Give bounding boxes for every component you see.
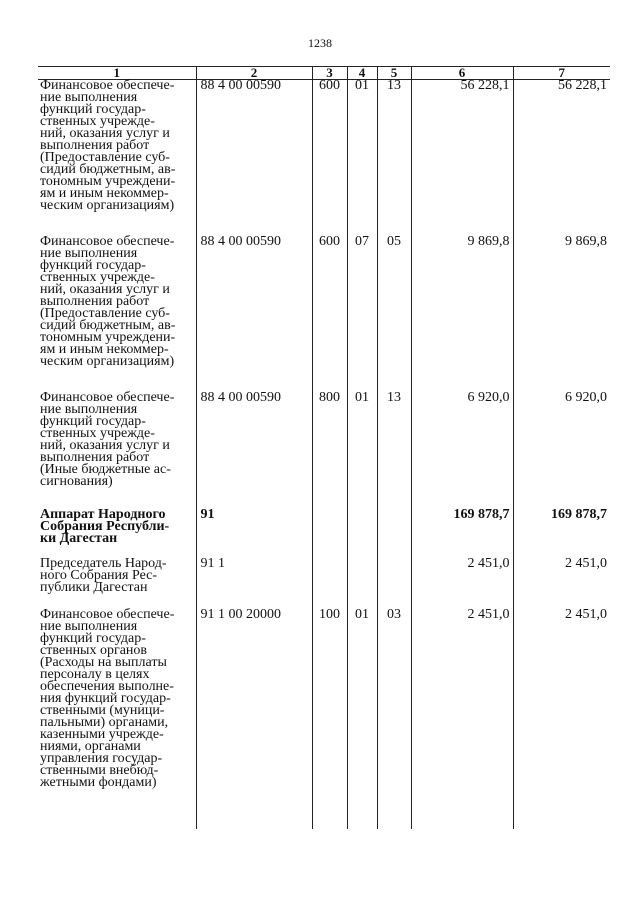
row-value-7: 2 451,0	[513, 558, 610, 609]
row-value-6: 2 451,0	[411, 558, 513, 609]
row-col-3	[312, 509, 347, 558]
row-col-3: 600	[312, 80, 347, 236]
table-row	[38, 80, 610, 236]
table-row	[38, 236, 610, 392]
table-row	[38, 509, 610, 558]
row-col-4: 01	[347, 80, 377, 236]
row-col-3: 100	[312, 609, 347, 829]
row-name: Финансовое обеспече- ние выполнения функций государ- ственных учрежде- ний, оказания услуг и выполнения работ (Предоставление суб- сидий бюджетным, ав- тономным учреждени- ям и иным некоммер- ческим организациям)	[40, 78, 176, 213]
budget-table	[38, 66, 610, 829]
row-code: 91 1 00 20000	[196, 609, 312, 829]
row-name: Финансовое обеспече- ние выполнения функций государ- ственных органов (Расходы на выплаты персоналу в целях обеспечения выполне- ния функций государ- ственными (муници- пальными) органами, казенными учрежде- ниями, органами управления государ- ственными внебюд- жетными фондами)	[40, 606, 175, 790]
header-col-1: 1	[38, 67, 196, 80]
row-value-7: 9 869,8	[513, 236, 610, 392]
row-col-4: 01	[347, 392, 377, 509]
row-code: 91 1	[196, 558, 312, 609]
row-value-7: 2 451,0	[513, 609, 610, 829]
row-code: 88 4 00 00590	[196, 236, 312, 392]
row-col-5: 03	[377, 609, 411, 829]
row-col-3: 600	[312, 236, 347, 392]
row-value-6: 9 869,8	[411, 236, 513, 392]
row-col-5: 05	[377, 236, 411, 392]
header-col-4: 4	[347, 67, 377, 80]
page-number: 1238	[308, 36, 332, 50]
row-value-7: 169 878,7	[513, 509, 610, 558]
row-col-3: 800	[312, 392, 347, 509]
row-name: Председатель Народ- ного Собрания Рес- публики Дагестан	[40, 555, 167, 595]
row-col-4: 07	[347, 236, 377, 392]
row-value-6: 169 878,7	[411, 509, 513, 558]
header-col-3: 3	[312, 67, 347, 80]
table-row	[38, 392, 610, 509]
row-value-6: 6 920,0	[411, 392, 513, 509]
row-col-5	[377, 558, 411, 609]
header-col-2: 2	[196, 67, 312, 80]
row-col-3	[312, 558, 347, 609]
row-col-4	[347, 558, 377, 609]
row-col-4	[347, 509, 377, 558]
row-name: Аппарат Народного Собрания Республи- ки Дагестан	[40, 506, 170, 546]
row-code: 88 4 00 00590	[196, 392, 312, 509]
header-col-6: 6	[411, 67, 513, 80]
row-name: Финансовое обеспече- ние выполнения функций государ- ственных учрежде- ний, оказания услуг и выполнения работ (Иные бюджетные ас- сигнования)	[40, 389, 175, 489]
row-col-4: 01	[347, 609, 377, 829]
row-value-7: 56 228,1	[513, 80, 610, 236]
row-value-7: 6 920,0	[513, 392, 610, 509]
row-value-6: 2 451,0	[411, 609, 513, 829]
row-code: 91	[196, 509, 312, 558]
header-col-5: 5	[377, 67, 411, 80]
table-row	[38, 609, 610, 829]
row-col-5: 13	[377, 80, 411, 236]
header-col-7: 7	[513, 67, 610, 80]
row-col-5: 13	[377, 392, 411, 509]
row-value-6: 56 228,1	[411, 80, 513, 236]
row-code: 88 4 00 00590	[196, 80, 312, 236]
table-row	[38, 558, 610, 609]
row-name: Финансовое обеспече- ние выполнения функций государ- ственных учрежде- ний, оказания услуг и выполнения работ (Предоставление суб- сидий бюджетным, ав- тономным учреждени- ям и иным некоммер- ческим организациям)	[40, 233, 176, 369]
row-col-5	[377, 509, 411, 558]
